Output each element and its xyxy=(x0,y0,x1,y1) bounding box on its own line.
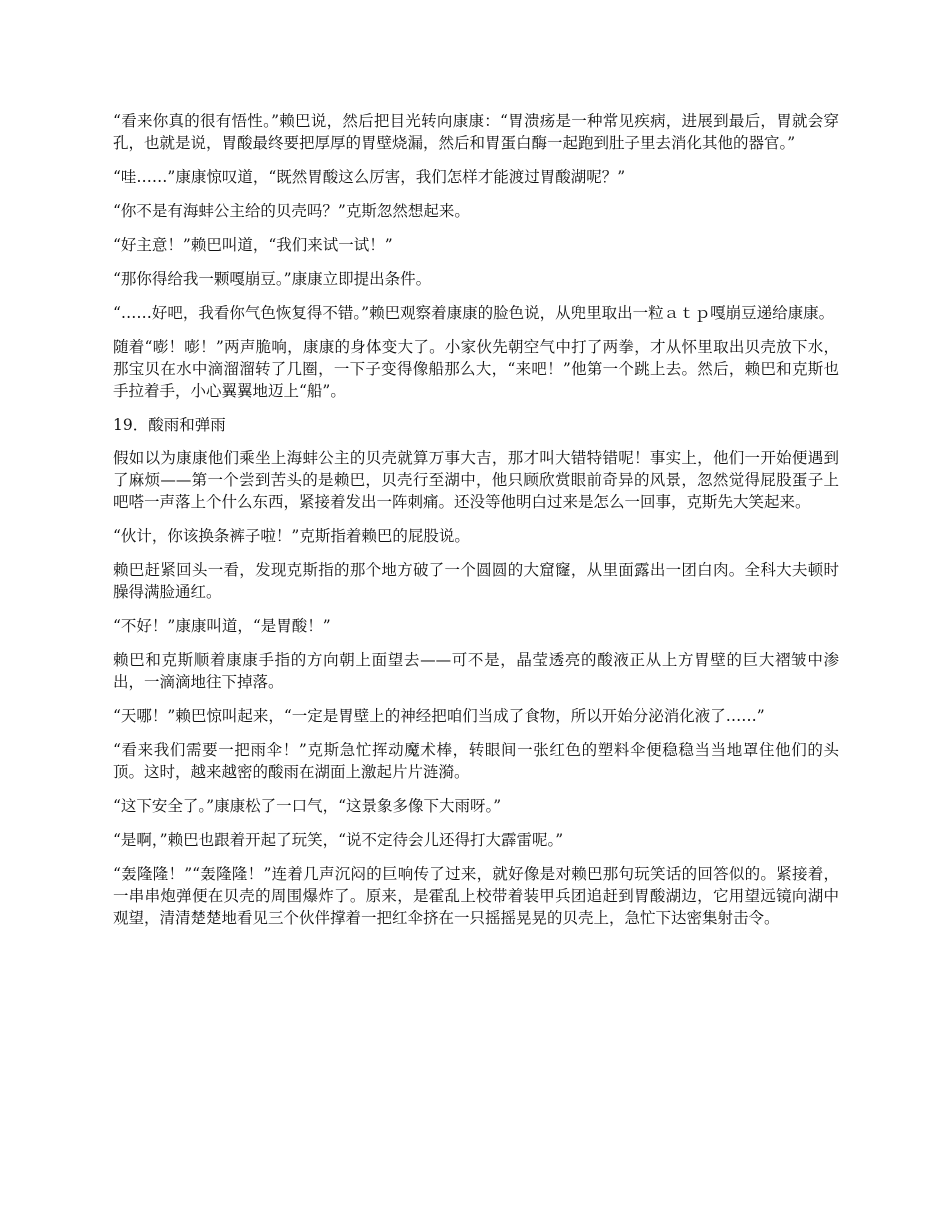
paragraph-3: “你不是有海蚌公主给的贝壳吗？”克斯忽然想起来。 xyxy=(113,202,470,220)
paragraph-12: 赖巴和克斯顺着康康手指的方向朝上面望去——可不是，晶莹透亮的酸液正从上方胃壁的巨大褶皱中渗出，一滴滴地往下掉落。 xyxy=(113,651,839,691)
paragraph-11: “不好！”康康叫道，“是胃酸！” xyxy=(113,617,331,635)
paragraph-13: “天哪！”赖巴惊叫起来，“一定是胃壁上的神经把咱们当成了食物，所以开始分泌消化液了……” xyxy=(113,707,765,725)
paragraph-7: 随着“嘭！嘭！”两声脆响，康康的身体变大了。小家伙先朝空气中打了两拳，才从怀里取出贝壳放下水，那宝贝在水中滴溜溜转了几圈，一下子变得像船那么大，“来吧！”他第一个跳上去。然后，赖巴和克斯也手拉着手，小心翼翼地迈上“船”。 xyxy=(113,338,839,400)
paragraph-17: “轰隆隆！”“轰隆隆！”连着几声沉闷的巨响传了过来，就好像是对赖巴那句玩笑话的回答似的。紧接着，一串串炮弹便在贝壳的周围爆炸了。原来，是霍乱上校带着装甲兵团追赶到胃酸湖边，它用望远镜向湖中观望，清清楚楚地看见三个伙伴撑着一把红伞挤在一只摇摇晃晃的贝壳上，急忙下达密集射击令。 xyxy=(113,865,839,927)
paragraph-14: “看来我们需要一把雨伞！”克斯急忙挥动魔术棒，转眼间一张红色的塑料伞便稳稳当当地罩住他们的头顶。这时，越来越密的酸雨在湖面上激起片片涟漪。 xyxy=(113,741,839,781)
paragraph-6: “……好吧，我看你气色恢复得不错。”赖巴观察着康康的脸色说，从兜里取出一粒ａｔｐ嘎崩豆递给康康。 xyxy=(113,304,835,322)
paragraph-10: 赖巴赶紧回头一看，发现克斯指的那个地方破了一个圆圆的大窟窿，从里面露出一团白肉。全科大夫顿时臊得满脸通红。 xyxy=(113,561,839,601)
paragraph-5: “那你得给我一颗嘎崩豆。”康康立即提出条件。 xyxy=(113,270,432,288)
paragraph-16: “是啊，”赖巴也跟着开起了玩笑，“说不定待会儿还得打大霹雷呢。” xyxy=(113,831,564,849)
paragraph-9: “伙计，你该换条裤子啦！”克斯指着赖巴的屁股说。 xyxy=(113,527,470,545)
paragraph-8: 假如以为康康他们乘坐上海蚌公主的贝壳就算万事大吉，那才叫大错特错呢！事实上，他们一开始便遇到了麻烦——第一个尝到苦头的是赖巴，贝壳行至湖中，他只顾欣赏眼前奇异的风景，忽然觉得屁股蛋子上吧嗒一声落上个什么东西，紧接着发出一阵刺痛。还没等他明白过来是怎么一回事，克斯先大笑起来。 xyxy=(113,449,839,511)
paragraph-15: “这下安全了。”康康松了一口气，“这景象多像下大雨呀。” xyxy=(113,797,502,815)
paragraph-4: “好主意！”赖巴叫道，“我们来试一试！” xyxy=(113,236,393,254)
document-page xyxy=(113,110,839,941)
paragraph-1: “看来你真的很有悟性。”赖巴说，然后把目光转向康康：“胃溃疡是一种常见疾病，进展到最后，胃就会穿孔，也就是说，胃酸最终要把厚厚的胃壁烧漏，然后和胃蛋白酶一起跑到肚子里去消化其他的器官。” xyxy=(113,112,839,152)
section-heading: 19．酸雨和弹雨 xyxy=(113,416,226,434)
paragraph-2: “哇……”康康惊叹道，“既然胃酸这么厉害，我们怎样才能渡过胃酸湖呢？” xyxy=(113,168,626,186)
